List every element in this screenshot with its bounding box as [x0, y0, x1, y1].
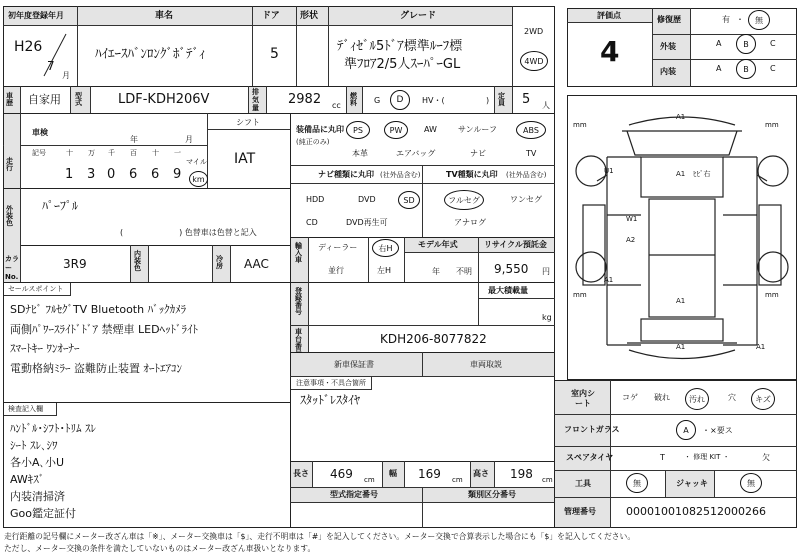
- tv-item: ワンセグ: [510, 195, 542, 204]
- mileage-digit: 1: [65, 167, 74, 182]
- diagram-mm-right-bottom: mm: [765, 291, 779, 299]
- ac-value: AAC: [244, 257, 269, 271]
- drive-4wd-circle: [520, 51, 548, 71]
- width-unit: cm: [452, 476, 463, 484]
- grade-selected-circle: [736, 34, 756, 54]
- tv-circle: [444, 190, 484, 210]
- seat-condition-item: 破れ: [654, 393, 670, 402]
- mgmt-label: 管理番号: [564, 507, 596, 516]
- recycle-value: 9,550: [494, 262, 529, 276]
- mileage-unit-label: 百: [130, 149, 137, 157]
- usage-value: 自家用: [28, 93, 61, 106]
- grade-letter: A: [716, 64, 722, 73]
- right-h-circle: [372, 239, 399, 257]
- equipment-item: 本革: [352, 149, 368, 158]
- km-unit: km: [192, 174, 205, 184]
- mileage-label: 走行: [6, 157, 13, 172]
- shaken-label: 車検: [32, 128, 48, 137]
- inspector-line: AWｷｽﾞ: [10, 473, 45, 486]
- vehicle-manual: 車両取説: [470, 360, 502, 369]
- equipment-circle: [516, 121, 546, 139]
- repair-no-circle: [748, 10, 770, 30]
- mileage-unit-label: 十: [152, 149, 159, 157]
- model-value: LDF-KDH206V: [118, 92, 210, 107]
- color-change-note: ( ) 色替車は色替と記入: [120, 228, 257, 237]
- capacity-value: 5: [522, 92, 531, 107]
- navi-item: DVD再生可: [346, 218, 388, 227]
- type-cert-label: 型式指定番号: [330, 490, 378, 499]
- equipment-header: 装備品に丸印: [296, 125, 344, 134]
- equipment-item: ナビ: [470, 149, 486, 158]
- mileage-sub-label: 記号: [32, 149, 46, 157]
- reg-no-label: 登録番号: [295, 287, 302, 316]
- length-label: 長さ: [293, 469, 309, 478]
- notes-value: ｽﾀｯﾄﾞﾚｽﾀｲﾔ: [300, 393, 361, 407]
- mileage-digit: 6: [151, 167, 160, 182]
- car-name-label: 車名: [155, 11, 174, 21]
- grade-line-2: 準ﾌﾛｱ2/5人ｽｰﾊﾟｰGL: [344, 57, 461, 72]
- max-load-unit: kg: [542, 313, 552, 322]
- door-label: ドア: [262, 11, 280, 21]
- navi-circle: [398, 191, 420, 209]
- glass-a: A: [683, 425, 689, 435]
- diagram-mm-left-top: mm: [573, 121, 587, 129]
- int-color-label: 内装色: [134, 250, 141, 272]
- new-car-warranty: 新車保証書: [334, 360, 374, 369]
- fuel-d: D: [396, 95, 404, 105]
- score-label: 評価点: [597, 11, 621, 20]
- inspector-line: ﾊﾝﾄﾞﾙ･ｼﾌﾄ･ﾄﾘﾑ ｽﾚ: [10, 422, 96, 435]
- fuel-close: ): [486, 96, 490, 105]
- fuel-g: G: [374, 96, 381, 105]
- mileage-digit: 0: [107, 167, 116, 182]
- first-reg-era-year: H26: [14, 39, 43, 55]
- color-code-value: 3R9: [63, 257, 87, 271]
- width-value: 169: [418, 467, 441, 481]
- chassis-value: KDH206-8077822: [380, 332, 487, 346]
- equipment-item: TV: [526, 149, 537, 158]
- int-grade-label: 内装: [660, 67, 676, 76]
- tv-header: TV種類に丸印: [446, 170, 498, 179]
- displacement-label: 排気量: [252, 88, 259, 112]
- inspector-line: 各小A､小U: [10, 456, 65, 469]
- model-year-label: モデル年式: [418, 240, 458, 249]
- height-value: 198: [510, 467, 533, 481]
- drive-2wd: 2WD: [524, 27, 544, 36]
- sales-point-line: 電動格納ﾐﾗｰ 盗難防止装置 ｵｰﾄｴｱｺﾝ: [10, 361, 182, 375]
- tv-item: アナログ: [454, 218, 486, 227]
- width-label: 幅: [389, 469, 397, 478]
- navi-header-sub: (社外品含む): [380, 171, 421, 179]
- footer-note-2: ただし、メーター交換の条件を満たしていないものはメーター改ざん車扱いとなります。: [4, 544, 316, 553]
- class-label: 類別区分番号: [468, 490, 516, 499]
- shape-label: 形状: [300, 11, 319, 21]
- spare-none: 欠: [762, 453, 770, 462]
- seat-condition-circle: [685, 388, 709, 410]
- usage-label: 車歴: [6, 92, 13, 107]
- navi-item: DVD: [358, 195, 376, 204]
- shaken-month-unit: 月: [185, 135, 193, 144]
- color-code-label: カラーNo.: [5, 255, 19, 281]
- grade-label: グレード: [400, 11, 437, 21]
- seat-condition-item: コゲ: [622, 393, 638, 402]
- equipment-item: エアバッグ: [396, 149, 436, 158]
- glass-x: ・×要ス: [702, 426, 733, 435]
- sales-point-line: ｽﾏｰﾄｷｰ ﾜﾝｵｰﾅｰ: [10, 342, 80, 355]
- navi-item: CD: [306, 218, 318, 227]
- car-name: ﾊｲｴｰｽﾊﾞﾝﾛﾝｸﾞﾎﾞﾃﾞｨ: [95, 47, 206, 62]
- model-year-unknown: 不明: [456, 267, 472, 276]
- equipment-item: ABS: [523, 125, 539, 135]
- import-parallel: 並行: [328, 266, 344, 275]
- max-load-label: 最大積載量: [488, 286, 528, 295]
- damage-mark: U1: [604, 167, 614, 175]
- ext-color-value: ﾊﾟｰﾌﾟﾙ: [42, 199, 79, 213]
- equipment-item: PW: [389, 125, 403, 135]
- tools-label: 工具: [575, 479, 591, 488]
- left-h: 左H: [377, 266, 392, 275]
- diagram-mm-left-bottom: mm: [573, 291, 587, 299]
- first-reg-label: 初年度登録年月: [8, 11, 64, 20]
- mileage-unit-label: 千: [108, 149, 115, 157]
- equipment-item: サンルーフ: [458, 125, 497, 134]
- footer-note-1: 走行距離の記号欄にメーター改ざん車は「※」、メーター交換車は「$」、走行不明車は「#」を記入してください。メーター交換で合算表示した場合にも「$」を記入してください。: [4, 532, 636, 541]
- right-h: 右H: [378, 243, 393, 253]
- mile-label: マイル: [186, 158, 207, 166]
- navi-item: SD: [403, 195, 415, 205]
- navi-header: ナビ種類に丸印: [318, 170, 374, 179]
- repair-dot: ・: [736, 15, 744, 24]
- inspector-label: 検査記入欄: [8, 405, 43, 413]
- navi-item: HDD: [306, 195, 325, 204]
- shift-value: IAT: [234, 151, 256, 167]
- equipment-circle: [346, 121, 370, 139]
- damage-mark: A1: [676, 297, 686, 305]
- grade-letter: B: [743, 64, 749, 74]
- sales-point-line: 両側ﾊﾟﾜｰｽﾗｲﾄﾞﾄﾞｱ 禁煙車 LEDﾍｯﾄﾞﾗｲﾄ: [10, 322, 199, 336]
- import-label: 輸入車: [295, 242, 302, 264]
- grade-letter: C: [770, 39, 776, 48]
- damage-mark: A1: [676, 113, 686, 121]
- damage-mark: ﾋﾋﾞ右: [693, 170, 711, 178]
- seat-label: 室内シート: [571, 389, 595, 408]
- fuel-hv: HV・(: [422, 96, 445, 105]
- shaken-year-unit: 年: [130, 135, 138, 144]
- model-year-unit: 年: [432, 267, 440, 276]
- recycle-label: リサイクル預託金: [484, 240, 547, 249]
- grade-letter: A: [716, 39, 722, 48]
- length-value: 469: [330, 467, 353, 481]
- fuel-label: 燃料: [350, 92, 357, 107]
- door-count: 5: [270, 46, 279, 62]
- tools-circle: [626, 473, 648, 493]
- equipment-item: PS: [353, 125, 363, 135]
- mileage-digit: 9: [173, 167, 182, 182]
- mileage-unit-label: 万: [88, 149, 95, 157]
- damage-mark: A1: [756, 343, 766, 351]
- glass-a-circle: [676, 420, 696, 440]
- first-reg-month-unit: 月: [62, 71, 70, 80]
- seat-condition-item: 汚れ: [689, 394, 705, 404]
- ext-grade-label: 外装: [660, 42, 676, 51]
- damage-mark: A1: [604, 276, 614, 284]
- equipment-header-sub: (純正のみ): [296, 138, 330, 146]
- height-unit: cm: [542, 476, 553, 484]
- damage-mark: A1: [676, 343, 686, 351]
- mileage-unit-label: 十: [66, 149, 73, 157]
- mileage-digit: 3: [87, 167, 96, 182]
- displacement-value: 2982: [288, 92, 322, 107]
- sales-point-line: SDﾅﾋﾞ ﾌﾙｾｸﾞTV Bluetooth ﾊﾞｯｸｶﾒﾗ: [10, 303, 187, 316]
- drive-4wd: 4WD: [524, 56, 544, 66]
- score-value: 4: [600, 35, 620, 68]
- displacement-unit: cc: [332, 101, 341, 110]
- glass-label: フロントガラス: [564, 425, 620, 434]
- seat-condition-circle: [751, 388, 775, 410]
- grade-selected-circle: [736, 59, 756, 79]
- tv-header-sub: (社外品含む): [506, 171, 547, 179]
- capacity-unit: 人: [542, 101, 550, 110]
- equipment-circle: [384, 121, 408, 139]
- notes-label: 注意事項・不具合箇所: [296, 379, 366, 387]
- spare-t: T: [660, 453, 665, 462]
- seat-condition-item: 穴: [728, 393, 736, 402]
- length-unit: cm: [364, 476, 375, 484]
- inspector-line: 内装清掃済: [10, 490, 65, 503]
- chassis-label: 車台番: [295, 328, 302, 350]
- jack-value: 無: [747, 478, 755, 488]
- grade-line-1: ﾃﾞｨｾﾞﾙ5ﾄﾞｱ標準ﾙｰﾌ標: [337, 39, 463, 54]
- tools-value: 無: [633, 478, 641, 488]
- seat-condition-item: キズ: [755, 394, 771, 404]
- ext-color-label: 外装色: [6, 205, 13, 227]
- inspector-line: Goo鑑定証付: [10, 507, 76, 520]
- capacity-label: 定員: [498, 92, 505, 107]
- km-circle: [189, 171, 208, 187]
- mileage-unit-label: 一: [174, 149, 181, 157]
- spare-kit: ・ 修理 KIT ・: [684, 453, 730, 461]
- inspector-line: ｼｰﾄ ｽﾚ､ｼﾜ: [10, 439, 58, 452]
- fuel-d-circle: [390, 90, 410, 110]
- ac-label: 冷房: [216, 255, 223, 270]
- spare-label: スペアタイヤ: [566, 453, 614, 462]
- jack-label: ジャッキ: [676, 479, 708, 488]
- equipment-item: AW: [424, 125, 437, 134]
- mgmt-value: 0000100108251200026​6: [626, 505, 766, 518]
- sales-points-label: セールスポイント: [8, 285, 64, 293]
- import-dealer: ディーラー: [318, 243, 358, 252]
- recycle-yen: 円: [542, 267, 550, 276]
- grade-letter: B: [743, 39, 749, 49]
- shift-label: シフト: [236, 118, 260, 127]
- tv-item: フルセグ: [448, 195, 480, 205]
- first-reg-month: 7: [47, 59, 55, 73]
- damage-mark: W1: [626, 215, 638, 223]
- model-label: 型式: [75, 92, 82, 107]
- repair-label: 修復歴: [657, 15, 681, 24]
- jack-circle: [740, 473, 762, 493]
- repair-yes: 有: [722, 15, 730, 24]
- mileage-digit: 6: [129, 167, 138, 182]
- repair-no: 無: [755, 15, 763, 25]
- car-body-diagram: [567, 95, 797, 380]
- damage-mark: A2: [626, 236, 636, 244]
- diagram-mm-right-top: mm: [765, 121, 779, 129]
- damage-mark: A1: [676, 170, 686, 178]
- height-label: 高さ: [473, 469, 489, 478]
- grade-letter: C: [770, 64, 776, 73]
